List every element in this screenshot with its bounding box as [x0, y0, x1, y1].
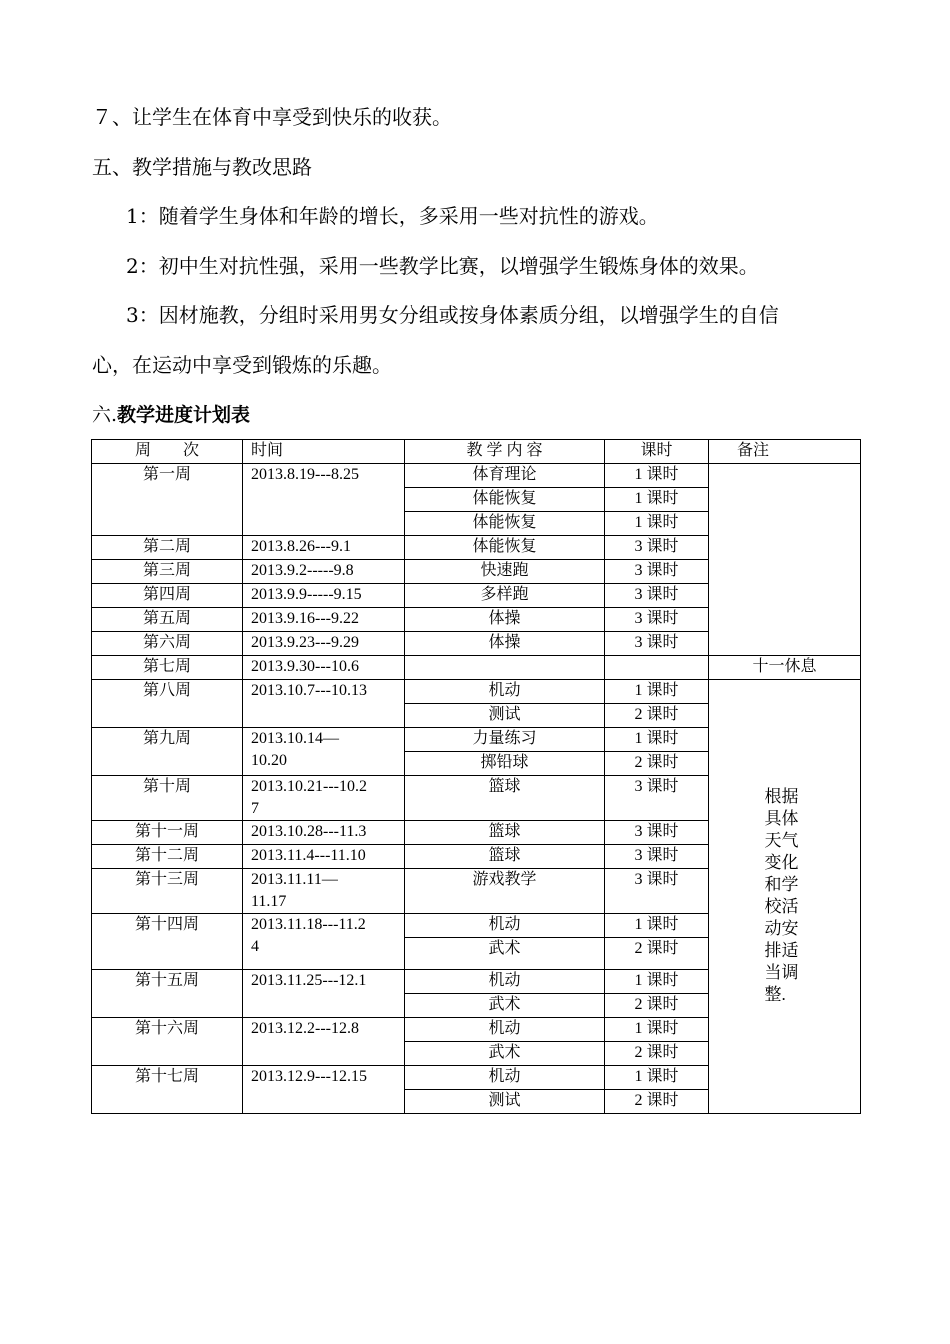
header-hours: 课时	[605, 440, 709, 464]
content-cell: 快速跑	[405, 560, 605, 584]
hours-cell: 3 课时	[605, 560, 709, 584]
hours-cell: 3 课时	[605, 584, 709, 608]
content-cell: 篮球	[405, 776, 605, 821]
note-cell-empty	[709, 464, 861, 656]
content-cell: 篮球	[405, 845, 605, 869]
section-6-prefix: 六.	[92, 404, 118, 426]
content-cell: 体操	[405, 632, 605, 656]
measure-1: 1：随着学生身体和年龄的增长，多采用一些对抗性的游戏。	[126, 204, 659, 228]
measure-2: 2：初中生对抗性强，采用一些教学比赛，以增强学生锻炼身体的效果。	[126, 254, 759, 278]
hours-cell: 1 课时	[605, 464, 709, 488]
time-cell: 2013.9.2-----9.8	[243, 560, 405, 584]
time-cell	[243, 776, 405, 821]
time-line-2: 4	[251, 938, 259, 955]
content-cell: 体能恢复	[405, 536, 605, 560]
hours-cell: 1 课时	[605, 512, 709, 536]
time-cell: 2013.12.9---12.15	[243, 1066, 405, 1114]
section-6-title: 教学进度计划表	[117, 404, 251, 426]
time-line-1: 2013.11.18---11.2	[251, 916, 366, 933]
section-6-heading	[92, 402, 250, 428]
schedule-table	[91, 439, 861, 1114]
week-cell: 第四周	[92, 584, 243, 608]
time-cell: 2013.9.30---10.6	[243, 656, 405, 680]
content-cell: 机动	[405, 1018, 605, 1042]
hours-cell: 1 课时	[605, 488, 709, 512]
holiday-note: 十一休息	[709, 656, 861, 680]
hours-cell: 3 课时	[605, 632, 709, 656]
time-cell: 2013.11.4---11.10	[243, 845, 405, 869]
content-cell: 体能恢复	[405, 488, 605, 512]
merged-note-text: 根据具体天气变化和学校活动安排适当调整.	[764, 787, 799, 1004]
content-cell: 武术	[405, 1042, 605, 1066]
hours-cell: 1 课时	[605, 680, 709, 704]
week-cell: 第三周	[92, 560, 243, 584]
merged-note-cell	[709, 680, 861, 1114]
content-cell: 机动	[405, 914, 605, 938]
paragraph-7: ７、让学生在体育中享受到快乐的收获。	[92, 105, 452, 129]
time-cell: 2013.10.28---11.3	[243, 821, 405, 845]
content-cell: 机动	[405, 970, 605, 994]
hours-cell: 1 课时	[605, 1066, 709, 1090]
time-cell: 2013.9.23---9.29	[243, 632, 405, 656]
hours-cell: 2 课时	[605, 752, 709, 776]
header-note: 备注	[709, 440, 861, 464]
table-row	[92, 680, 861, 704]
week-cell: 第十六周	[92, 1018, 243, 1066]
content-cell: 机动	[405, 680, 605, 704]
time-line-2: 11.17	[251, 893, 287, 910]
week-cell: 第十二周	[92, 845, 243, 869]
time-cell: 2013.12.2---12.8	[243, 1018, 405, 1066]
time-cell	[243, 914, 405, 970]
measure-3-line-2: 心，在运动中享受到锻炼的乐趣。	[92, 353, 392, 377]
week-cell: 第七周	[92, 656, 243, 680]
week-cell: 第六周	[92, 632, 243, 656]
time-cell: 2013.8.19---8.25	[243, 464, 405, 536]
table-header-row	[92, 440, 861, 464]
content-cell: 武术	[405, 938, 605, 970]
hours-cell: 1 课时	[605, 970, 709, 994]
time-line-1: 2013.10.21---10.2	[251, 778, 367, 795]
time-line-2: 7	[251, 800, 259, 817]
hours-cell: 2 课时	[605, 1090, 709, 1114]
time-cell: 2013.11.25---12.1	[243, 970, 405, 1018]
content-cell: 体能恢复	[405, 512, 605, 536]
week-cell: 第二周	[92, 536, 243, 560]
week-cell: 第五周	[92, 608, 243, 632]
hours-cell: 2 课时	[605, 938, 709, 970]
hours-cell: 3 课时	[605, 845, 709, 869]
time-cell	[243, 728, 405, 776]
header-week: 周 次	[92, 440, 243, 464]
week-cell: 第十三周	[92, 869, 243, 914]
content-cell: 机动	[405, 1066, 605, 1090]
header-content: 教 学 内 容	[405, 440, 605, 464]
content-cell: 掷铅球	[405, 752, 605, 776]
hours-cell: 3 课时	[605, 536, 709, 560]
time-cell	[243, 869, 405, 914]
time-line-1: 2013.11.11—	[251, 871, 338, 888]
time-cell: 2013.9.9-----9.15	[243, 584, 405, 608]
measure-3-line-1: 3：因材施教，分组时采用男女分组或按身体素质分组，以增强学生的自信	[126, 303, 779, 327]
content-cell: 篮球	[405, 821, 605, 845]
week-cell: 第九周	[92, 728, 243, 776]
hours-cell: 3 课时	[605, 869, 709, 914]
week-cell: 第十七周	[92, 1066, 243, 1114]
hours-cell: 2 课时	[605, 704, 709, 728]
hours-cell: 3 课时	[605, 776, 709, 821]
hours-cell: 2 课时	[605, 994, 709, 1018]
header-time: 时间	[243, 440, 405, 464]
content-cell: 多样跑	[405, 584, 605, 608]
time-cell: 2013.10.7---10.13	[243, 680, 405, 728]
content-cell: 游戏教学	[405, 869, 605, 914]
time-line-2: 10.20	[251, 752, 287, 769]
time-cell: 2013.8.26---9.1	[243, 536, 405, 560]
content-cell	[405, 656, 605, 680]
table-row	[92, 464, 861, 488]
time-line-1: 2013.10.14—	[251, 730, 339, 747]
week-cell: 第十五周	[92, 970, 243, 1018]
week-cell: 第十四周	[92, 914, 243, 970]
content-cell: 测试	[405, 704, 605, 728]
hours-cell: 2 课时	[605, 1042, 709, 1066]
content-cell: 体操	[405, 608, 605, 632]
content-cell: 体育理论	[405, 464, 605, 488]
week-cell: 第十一周	[92, 821, 243, 845]
section-5-heading: 五、教学措施与教改思路	[92, 155, 312, 179]
hours-cell: 3 课时	[605, 821, 709, 845]
hours-cell: 1 课时	[605, 914, 709, 938]
hours-cell: 1 课时	[605, 728, 709, 752]
week-cell: 第八周	[92, 680, 243, 728]
time-cell: 2013.9.16---9.22	[243, 608, 405, 632]
content-cell: 力量练习	[405, 728, 605, 752]
content-cell: 武术	[405, 994, 605, 1018]
hours-cell	[605, 656, 709, 680]
content-cell: 测试	[405, 1090, 605, 1114]
hours-cell: 1 课时	[605, 1018, 709, 1042]
table-row	[92, 656, 861, 680]
week-cell: 第十周	[92, 776, 243, 821]
week-cell: 第一周	[92, 464, 243, 536]
hours-cell: 3 课时	[605, 608, 709, 632]
